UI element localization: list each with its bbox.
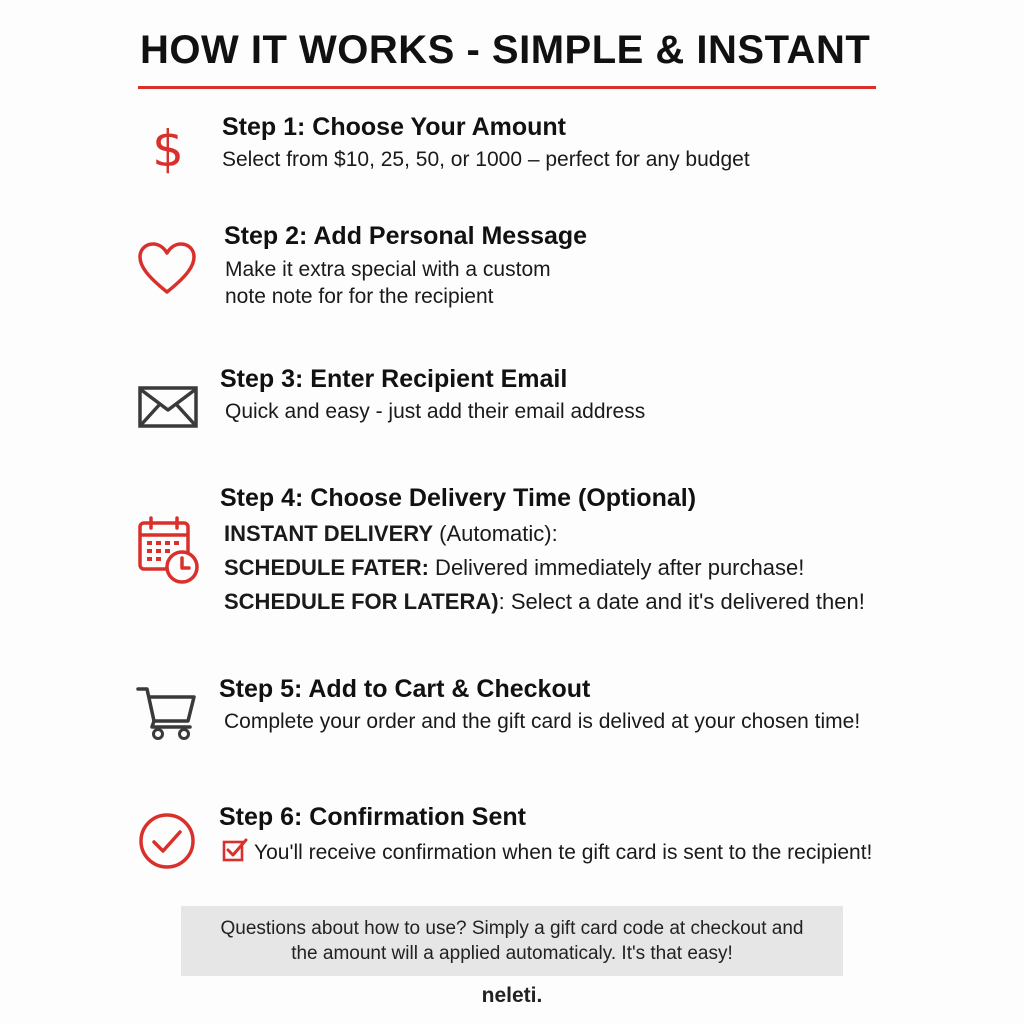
help-note-line-1: Questions about how to use? Simply a gift card code at checkout and bbox=[220, 918, 804, 939]
calendar-clock-icon bbox=[136, 515, 202, 585]
step-6-desc: You'll receive confirmation when te gift card is sent to the recipient! bbox=[222, 838, 872, 866]
step-2-desc-line-2: note note for for the recipient bbox=[225, 285, 494, 308]
step-5-title: Step 5: Add to Cart & Checkout bbox=[219, 675, 591, 703]
title-underline bbox=[138, 86, 876, 89]
help-note-line-2: the amount will a applied automaticaly. It's that easy! bbox=[291, 943, 733, 964]
dollar-icon bbox=[148, 120, 188, 174]
brand-logo-text: neleti. bbox=[481, 984, 543, 1007]
page-title: HOW IT WORKS - SIMPLE & INSTANT bbox=[140, 28, 871, 72]
delivery-option-schedule-fater: SCHEDULE FATER: Delivered immediately after purchase! bbox=[224, 555, 805, 580]
step-2-desc-line-1: Make it extra special with a custom bbox=[225, 258, 551, 281]
svg-text:$: $ bbox=[152, 120, 184, 174]
step-1-desc: Select from $10, 25, 50, or 1000 – perfect for any budget bbox=[222, 148, 750, 171]
checkbox-checked-icon bbox=[222, 838, 248, 862]
delivery-option-schedule-later: SCHEDULE FOR LATERA): Select a date and it's delivered then! bbox=[224, 589, 865, 614]
step-5-desc: Complete your order and the gift card is delived at your chosen time! bbox=[224, 710, 861, 733]
step-4-title: Step 4: Choose Delivery Time (Optional) bbox=[220, 484, 697, 512]
step-3-desc: Quick and easy - just add their email address bbox=[225, 400, 646, 423]
cart-icon bbox=[136, 685, 198, 741]
step-3-title: Step 3: Enter Recipient Email bbox=[220, 365, 568, 393]
step-2-title: Step 2: Add Personal Message bbox=[224, 222, 588, 250]
help-note bbox=[181, 906, 843, 976]
delivery-option-instant: INSTANT DELIVERY (Automatic): bbox=[224, 521, 558, 546]
step-1-title: Step 1: Choose Your Amount bbox=[222, 113, 566, 141]
envelope-icon bbox=[138, 386, 198, 430]
step-6-title: Step 6: Confirmation Sent bbox=[219, 803, 526, 831]
check-circle-icon bbox=[138, 812, 196, 870]
heart-icon bbox=[137, 242, 197, 298]
delivery-options bbox=[224, 517, 865, 619]
